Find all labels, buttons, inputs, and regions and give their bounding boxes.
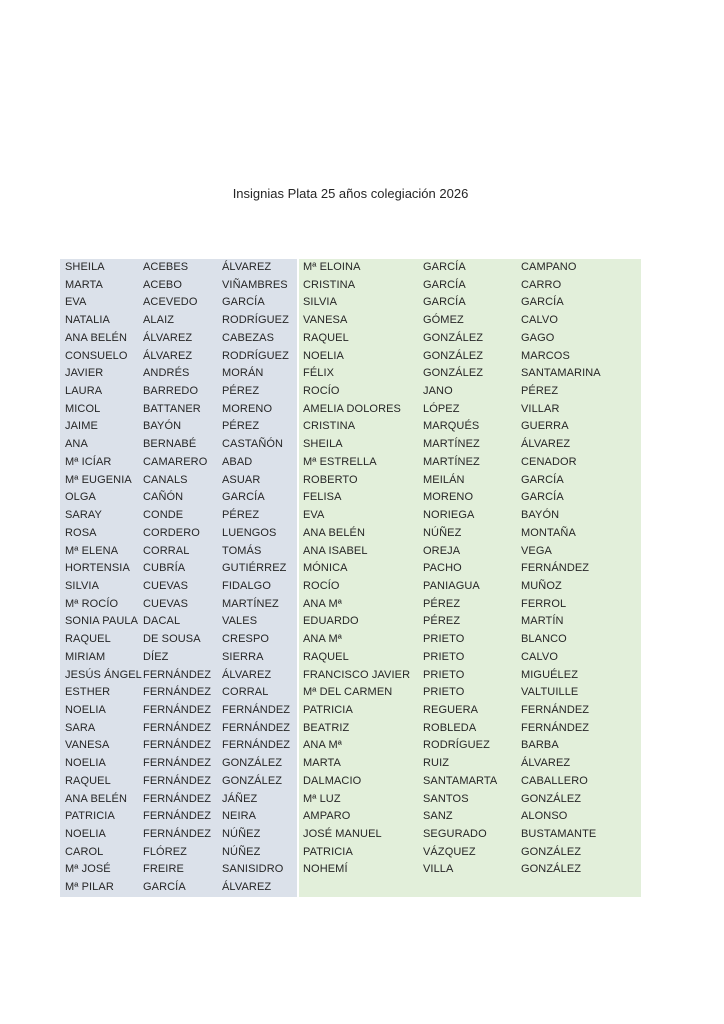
first-name-cell: SARAY bbox=[65, 509, 102, 522]
surname1-cell: GONZÁLEZ bbox=[423, 331, 484, 344]
surname2-cell: GAGO bbox=[521, 331, 555, 344]
first-name-cell: LAURA bbox=[65, 385, 103, 398]
surname2-cell: NÚÑEZ bbox=[222, 845, 261, 858]
table-row bbox=[299, 844, 641, 862]
first-name-cell: JAIME bbox=[65, 420, 98, 433]
surname2-cell: BARBA bbox=[521, 739, 559, 752]
left-name-table bbox=[60, 259, 297, 897]
table-row bbox=[60, 330, 297, 348]
surname1-cell: CAMARERO bbox=[143, 455, 208, 468]
surname2-cell: VIÑAMBRES bbox=[222, 278, 288, 291]
table-row bbox=[60, 472, 297, 490]
first-name-cell: HORTENSIA bbox=[65, 562, 130, 575]
table-row bbox=[299, 489, 641, 507]
surname1-cell: PÉREZ bbox=[423, 615, 461, 628]
table-row bbox=[299, 773, 641, 791]
surname1-cell: PACHO bbox=[423, 562, 462, 575]
table-row bbox=[60, 312, 297, 330]
surname1-cell: FLÓREZ bbox=[143, 845, 187, 858]
surname2-cell: SANTAMARINA bbox=[521, 367, 601, 380]
table-row bbox=[299, 702, 641, 720]
table-row bbox=[60, 578, 297, 596]
surname2-cell: MARTÍNEZ bbox=[222, 597, 279, 610]
first-name-cell: MARTA bbox=[65, 278, 103, 291]
surname2-cell: GONZÁLEZ bbox=[521, 792, 582, 805]
surname1-cell: BERNABÉ bbox=[143, 438, 197, 451]
surname1-cell: REGUERA bbox=[423, 703, 479, 716]
table-row bbox=[299, 436, 641, 454]
first-name-cell: Mª ICÍAR bbox=[65, 455, 112, 468]
table-row bbox=[299, 454, 641, 472]
table-row bbox=[60, 861, 297, 879]
table-row bbox=[299, 755, 641, 773]
surname1-cell: PÉREZ bbox=[423, 597, 461, 610]
first-name-cell: SHEILA bbox=[65, 261, 105, 273]
first-name-cell: FELISA bbox=[303, 491, 342, 504]
first-name-cell: VANESA bbox=[65, 739, 110, 752]
table-row bbox=[60, 667, 297, 685]
surname1-cell: FREIRE bbox=[143, 863, 184, 876]
table-row bbox=[60, 401, 297, 419]
first-name-cell: OLGA bbox=[65, 491, 96, 504]
table-row bbox=[299, 560, 641, 578]
first-name-cell: Mª ROCÍO bbox=[65, 597, 119, 610]
first-name-cell: ESTHER bbox=[65, 686, 111, 699]
table-row bbox=[299, 631, 641, 649]
first-name-cell: ANA BELÉN bbox=[65, 792, 128, 805]
table-row bbox=[60, 454, 297, 472]
first-name-cell: ANA ISABEL bbox=[303, 544, 368, 557]
surname1-cell: SANZ bbox=[423, 810, 453, 823]
surname1-cell: DE SOUSA bbox=[143, 633, 201, 646]
first-name-cell: SHEILA bbox=[303, 438, 343, 451]
surname1-cell: FERNÁNDEZ bbox=[143, 757, 212, 770]
surname1-cell: CUBRÍA bbox=[143, 562, 186, 575]
surname1-cell: JANO bbox=[423, 385, 453, 398]
first-name-cell: NOELIA bbox=[65, 703, 106, 716]
page-title: Insignias Plata 25 años colegiación 2026 bbox=[232, 186, 469, 201]
surname1-cell: ACEVEDO bbox=[143, 296, 198, 309]
first-name-cell: RAQUEL bbox=[303, 331, 349, 344]
surname2-cell: FERROL bbox=[521, 597, 567, 610]
surname1-cell: SEGURADO bbox=[423, 828, 487, 840]
surname2-cell: MARTÍN bbox=[521, 615, 564, 628]
surname1-cell: MARTÍNEZ bbox=[423, 438, 480, 451]
surname1-cell: CORRAL bbox=[143, 544, 190, 557]
surname2-cell: VEGA bbox=[521, 544, 552, 557]
first-name-cell: CRISTINA bbox=[303, 278, 356, 291]
surname1-cell: SANTOS bbox=[423, 792, 469, 805]
surname1-cell: BATTANER bbox=[143, 402, 201, 415]
surname2-cell: BUSTAMANTE bbox=[521, 828, 597, 840]
surname1-cell: LÓPEZ bbox=[423, 402, 460, 415]
table-row bbox=[60, 808, 297, 826]
surname2-cell: MARCOS bbox=[521, 349, 570, 362]
table-row bbox=[60, 365, 297, 383]
table-row bbox=[60, 826, 297, 844]
surname1-cell: ROBLEDA bbox=[423, 721, 477, 734]
first-name-cell: RAQUEL bbox=[303, 650, 349, 663]
surname1-cell: CUEVAS bbox=[143, 597, 189, 610]
first-name-cell: SARA bbox=[65, 721, 96, 734]
surname2-cell: ASUAR bbox=[222, 473, 261, 486]
surname2-cell: GUTIÉRREZ bbox=[222, 562, 287, 575]
surname1-cell: BAYÓN bbox=[143, 420, 182, 433]
first-name-cell: ANA Mª bbox=[303, 597, 342, 610]
table-row bbox=[299, 808, 641, 826]
surname1-cell: MARTÍNEZ bbox=[423, 455, 480, 468]
table-row bbox=[299, 578, 641, 596]
surname2-cell: MIGUÉLEZ bbox=[521, 668, 579, 681]
first-name-cell: SILVIA bbox=[65, 579, 100, 592]
surname1-cell: MARQUÉS bbox=[423, 420, 480, 433]
table-row bbox=[299, 684, 641, 702]
table-row bbox=[299, 543, 641, 561]
surname2-cell: FERNÁNDEZ bbox=[222, 703, 291, 716]
table-row bbox=[60, 259, 297, 277]
surname2-cell: CALVO bbox=[521, 650, 558, 663]
first-name-cell: BEATRIZ bbox=[303, 721, 350, 734]
surname1-cell: NORIEGA bbox=[423, 509, 475, 522]
table-row bbox=[299, 348, 641, 366]
surname2-cell: NEIRA bbox=[222, 810, 257, 823]
surname2-cell: FIDALGO bbox=[222, 579, 271, 592]
surname2-cell: GONZÁLEZ bbox=[222, 757, 283, 770]
surname2-cell: FERNÁNDEZ bbox=[521, 721, 590, 734]
surname1-cell: DÍEZ bbox=[143, 650, 169, 663]
table-row bbox=[60, 596, 297, 614]
table-row bbox=[299, 418, 641, 436]
table-row bbox=[299, 383, 641, 401]
first-name-cell: NOELIA bbox=[65, 757, 106, 770]
first-name-cell: NOELIA bbox=[303, 349, 344, 362]
table-row bbox=[60, 720, 297, 738]
surname2-cell: TOMÁS bbox=[222, 544, 262, 557]
surname2-cell: CAMPANO bbox=[521, 261, 577, 273]
surname2-cell: GUERRA bbox=[521, 420, 569, 433]
surname1-cell: FERNÁNDEZ bbox=[143, 668, 212, 681]
first-name-cell: Mª LUZ bbox=[303, 792, 341, 805]
surname2-cell: CARRO bbox=[521, 278, 562, 291]
table-row bbox=[299, 259, 641, 277]
first-name-cell: ROCÍO bbox=[303, 579, 340, 592]
surname1-cell: GARCÍA bbox=[423, 278, 466, 291]
first-name-cell: JAVIER bbox=[65, 367, 104, 380]
table-row bbox=[60, 507, 297, 525]
table-row bbox=[60, 844, 297, 862]
surname2-cell: CRESPO bbox=[222, 633, 270, 646]
surname1-cell: FERNÁNDEZ bbox=[143, 686, 212, 699]
table-row bbox=[60, 737, 297, 755]
surname2-cell: ÁLVAREZ bbox=[521, 438, 571, 451]
surname2-cell: SANISIDRO bbox=[222, 863, 284, 876]
table-row bbox=[60, 702, 297, 720]
surname1-cell: CUEVAS bbox=[143, 579, 189, 592]
first-name-cell: ROBERTO bbox=[303, 473, 358, 486]
surname2-cell: JÁÑEZ bbox=[222, 792, 258, 805]
table-row bbox=[60, 791, 297, 809]
surname2-cell: PÉREZ bbox=[222, 385, 260, 398]
table-row bbox=[299, 596, 641, 614]
first-name-cell: DALMACIO bbox=[303, 774, 362, 787]
first-name-cell: ANA Mª bbox=[303, 739, 342, 752]
first-name-cell: CAROL bbox=[65, 845, 104, 858]
surname2-cell: SIERRA bbox=[222, 650, 264, 663]
table-row bbox=[299, 401, 641, 419]
surname1-cell: ALAIZ bbox=[143, 314, 175, 327]
first-name-cell: AMELIA DOLORES bbox=[303, 402, 401, 415]
first-name-cell: ANA BELÉN bbox=[303, 526, 366, 539]
surname1-cell: RUIZ bbox=[423, 757, 450, 770]
table-row bbox=[299, 330, 641, 348]
surname1-cell: PRIETO bbox=[423, 650, 465, 663]
surname1-cell: FERNÁNDEZ bbox=[143, 810, 212, 823]
first-name-cell: Mª ELENA bbox=[65, 544, 119, 557]
first-name-cell: MICOL bbox=[65, 402, 101, 415]
first-name-cell: NOELIA bbox=[65, 828, 106, 840]
surname2-cell: CABALLERO bbox=[521, 774, 588, 787]
surname2-cell: GARCÍA bbox=[222, 491, 265, 504]
surname1-cell: PRIETO bbox=[423, 633, 465, 646]
surname2-cell: NÚÑEZ bbox=[222, 828, 261, 840]
surname2-cell: FERNÁNDEZ bbox=[521, 703, 590, 716]
first-name-cell: Mª EUGENIA bbox=[65, 473, 132, 486]
surname2-cell: MONTAÑA bbox=[521, 526, 576, 539]
surname2-cell: ÁLVAREZ bbox=[222, 668, 272, 681]
table-row bbox=[299, 365, 641, 383]
surname2-cell: LUENGOS bbox=[222, 526, 277, 539]
surname2-cell: PÉREZ bbox=[222, 509, 260, 522]
first-name-cell: EVA bbox=[65, 296, 87, 309]
table-row bbox=[60, 436, 297, 454]
surname2-cell: FERNÁNDEZ bbox=[521, 562, 590, 575]
surname2-cell: CENADOR bbox=[521, 455, 577, 468]
surname1-cell: CONDE bbox=[143, 509, 184, 522]
surname1-cell: ACEBO bbox=[143, 278, 183, 291]
surname2-cell: GONZÁLEZ bbox=[222, 774, 283, 787]
first-name-cell: ROCÍO bbox=[303, 385, 340, 398]
table-row bbox=[60, 560, 297, 578]
surname1-cell: CORDERO bbox=[143, 526, 200, 539]
surname2-cell: VILLAR bbox=[521, 402, 560, 415]
first-name-cell: Mª PILAR bbox=[65, 881, 114, 894]
table-row bbox=[60, 631, 297, 649]
surname2-cell: CALVO bbox=[521, 314, 558, 327]
table-row bbox=[299, 613, 641, 631]
surname1-cell: PRIETO bbox=[423, 686, 465, 699]
first-name-cell: PATRICIA bbox=[303, 703, 353, 716]
first-name-cell: SILVIA bbox=[303, 296, 338, 309]
table-row bbox=[60, 773, 297, 791]
surname1-cell: GÓMEZ bbox=[423, 314, 464, 327]
table-row bbox=[60, 879, 297, 897]
surname1-cell: CAÑÓN bbox=[143, 491, 184, 504]
surname2-cell: GARCÍA bbox=[222, 296, 265, 309]
surname1-cell: GONZÁLEZ bbox=[423, 349, 484, 362]
first-name-cell: MIRIAM bbox=[65, 650, 106, 663]
table-row bbox=[60, 755, 297, 773]
first-name-cell: PATRICIA bbox=[65, 810, 115, 823]
surname2-cell: MUÑOZ bbox=[521, 579, 562, 592]
surname1-cell: DACAL bbox=[143, 615, 181, 628]
surname2-cell: CASTAÑÓN bbox=[222, 438, 284, 451]
first-name-cell: RAQUEL bbox=[65, 774, 111, 787]
surname2-cell: FERNÁNDEZ bbox=[222, 739, 291, 752]
first-name-cell: CRISTINA bbox=[303, 420, 356, 433]
surname2-cell: ABAD bbox=[222, 455, 253, 468]
first-name-cell: Mª ESTRELLA bbox=[303, 455, 377, 468]
table-row bbox=[299, 472, 641, 490]
surname2-cell: ÁLVAREZ bbox=[521, 757, 571, 770]
surname1-cell: GONZÁLEZ bbox=[423, 367, 484, 380]
surname1-cell: RODRÍGUEZ bbox=[423, 739, 490, 752]
surname2-cell: VALES bbox=[222, 615, 258, 628]
first-name-cell: ROSA bbox=[65, 526, 97, 539]
table-row bbox=[60, 489, 297, 507]
table-row bbox=[299, 507, 641, 525]
surname2-cell: PÉREZ bbox=[222, 420, 260, 433]
table-row bbox=[299, 649, 641, 667]
table-row bbox=[299, 277, 641, 295]
surname1-cell: GARCÍA bbox=[423, 261, 466, 273]
right-name-table bbox=[299, 259, 641, 897]
table-row bbox=[299, 737, 641, 755]
surname2-cell: RODRÍGUEZ bbox=[222, 349, 289, 362]
table-row bbox=[60, 543, 297, 561]
surname2-cell: GARCÍA bbox=[521, 296, 564, 309]
surname1-cell: NÚÑEZ bbox=[423, 526, 462, 539]
surname1-cell: VILLA bbox=[423, 863, 454, 876]
table-row bbox=[299, 312, 641, 330]
first-name-cell: VANESA bbox=[303, 314, 348, 327]
table-row bbox=[299, 720, 641, 738]
surname2-cell: FERNÁNDEZ bbox=[222, 721, 291, 734]
surname2-cell: ALONSO bbox=[521, 810, 568, 823]
surname1-cell: ANDRÉS bbox=[143, 367, 190, 380]
first-name-cell: FÉLIX bbox=[303, 367, 335, 380]
first-name-cell: ANA Mª bbox=[303, 633, 342, 646]
table-row bbox=[299, 525, 641, 543]
first-name-cell: MARTA bbox=[303, 757, 341, 770]
surname1-cell: GARCÍA bbox=[423, 296, 466, 309]
surname2-cell: GONZÁLEZ bbox=[521, 845, 582, 858]
first-name-cell: FRANCISCO JAVIER bbox=[303, 668, 411, 681]
surname2-cell: BAYÓN bbox=[521, 509, 560, 522]
surname1-cell: VÁZQUEZ bbox=[423, 845, 476, 858]
surname1-cell: ÁLVAREZ bbox=[143, 331, 193, 344]
first-name-cell: NATALIA bbox=[65, 314, 110, 327]
table-row bbox=[60, 418, 297, 436]
first-name-cell: EDUARDO bbox=[303, 615, 359, 628]
surname1-cell: ACEBES bbox=[143, 261, 189, 273]
first-name-cell: Mª JOSÉ bbox=[65, 863, 111, 876]
surname1-cell: BARREDO bbox=[143, 385, 199, 398]
table-row bbox=[60, 277, 297, 295]
first-name-cell: Mª DEL CARMEN bbox=[303, 686, 393, 699]
surname2-cell: MORÁN bbox=[222, 367, 264, 380]
table-row bbox=[60, 525, 297, 543]
surname1-cell: GARCÍA bbox=[143, 881, 186, 894]
surname2-cell: RODRÍGUEZ bbox=[222, 314, 289, 327]
table-row bbox=[60, 348, 297, 366]
surname2-cell: GARCÍA bbox=[521, 491, 564, 504]
first-name-cell: AMPARO bbox=[303, 810, 351, 823]
table-row bbox=[299, 826, 641, 844]
first-name-cell: SONIA PAULA bbox=[65, 615, 139, 628]
first-name-cell: ANA BELÉN bbox=[65, 331, 128, 344]
first-name-cell: MÓNICA bbox=[303, 562, 348, 575]
surname1-cell: PRIETO bbox=[423, 668, 465, 681]
surname1-cell: SANTAMARTA bbox=[423, 774, 498, 787]
table-row bbox=[299, 861, 641, 879]
first-name-cell: Mª ELOINA bbox=[303, 261, 361, 273]
surname1-cell: FERNÁNDEZ bbox=[143, 792, 212, 805]
surname1-cell: MEILÁN bbox=[423, 473, 465, 486]
first-name-cell: PATRICIA bbox=[303, 845, 353, 858]
first-name-cell: RAQUEL bbox=[65, 633, 111, 646]
surname2-cell: GONZÁLEZ bbox=[521, 863, 582, 876]
surname2-cell: MORENO bbox=[222, 402, 273, 415]
surname2-cell: VALTUILLE bbox=[521, 686, 579, 699]
table-row bbox=[60, 684, 297, 702]
first-name-cell: NOHEMÍ bbox=[303, 863, 348, 876]
table-row bbox=[60, 649, 297, 667]
table-row bbox=[299, 667, 641, 685]
table-row bbox=[299, 791, 641, 809]
first-name-cell: ANA bbox=[65, 438, 88, 451]
table-row bbox=[299, 294, 641, 312]
surname1-cell: ÁLVAREZ bbox=[143, 349, 193, 362]
surname1-cell: OREJA bbox=[423, 544, 461, 557]
first-name-cell: EVA bbox=[303, 509, 325, 522]
surname1-cell: PANIAGUA bbox=[423, 579, 480, 592]
table-row bbox=[60, 383, 297, 401]
surname1-cell: MORENO bbox=[423, 491, 474, 504]
surname1-cell: FERNÁNDEZ bbox=[143, 721, 212, 734]
surname1-cell: FERNÁNDEZ bbox=[143, 774, 212, 787]
surname2-cell: ÁLVAREZ bbox=[222, 261, 272, 273]
surname2-cell: CABEZAS bbox=[222, 331, 275, 344]
surname1-cell: CANALS bbox=[143, 473, 188, 486]
surname1-cell: FERNÁNDEZ bbox=[143, 703, 212, 716]
surname1-cell: FERNÁNDEZ bbox=[143, 828, 212, 840]
first-name-cell: JOSÉ MANUEL bbox=[303, 828, 382, 840]
surname2-cell: BLANCO bbox=[521, 633, 567, 646]
table-row bbox=[60, 294, 297, 312]
surname2-cell: GARCÍA bbox=[521, 473, 564, 486]
table-row bbox=[60, 613, 297, 631]
surname1-cell: FERNÁNDEZ bbox=[143, 739, 212, 752]
surname2-cell: ÁLVAREZ bbox=[222, 881, 272, 894]
surname2-cell: PÉREZ bbox=[521, 385, 559, 398]
surname2-cell: CORRAL bbox=[222, 686, 269, 699]
first-name-cell: JESÚS ÁNGEL bbox=[65, 668, 142, 681]
first-name-cell: CONSUELO bbox=[65, 349, 128, 362]
